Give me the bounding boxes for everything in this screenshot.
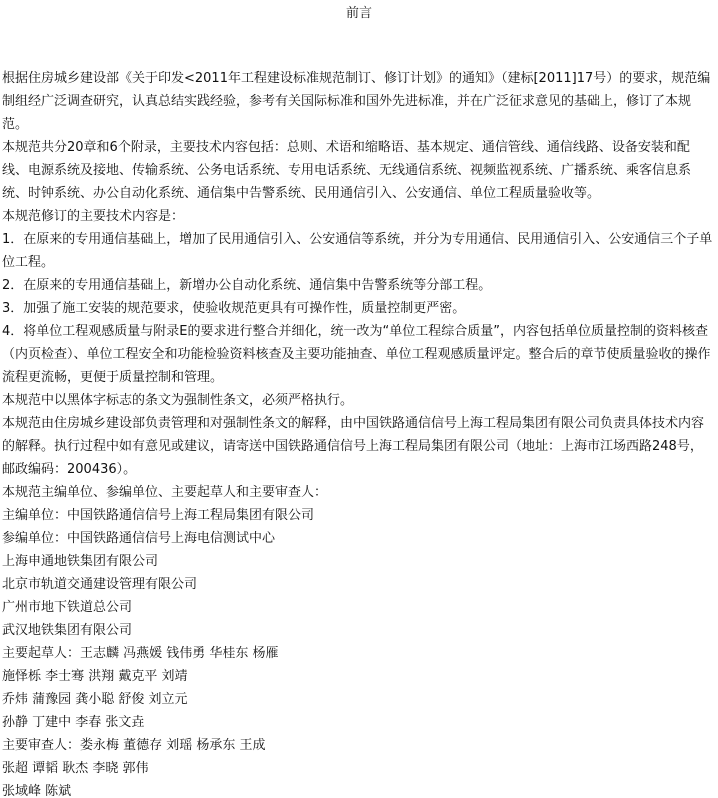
participating-unit-line: 上海申通地铁集团有限公司 — [2, 554, 159, 569]
paragraph-participants-intro: 本规范主编单位、参编单位、主要起草人和主要审查人： — [2, 485, 328, 500]
participating-unit-line: 北京市轨道交通建设管理有限公司 — [2, 577, 198, 592]
revision-item-1: 1．在原来的专用通信基础上，增加了民用通信引入、公安通信等系统，并分为专用通信、民用通信引入、公安通信三个子单位工程。 — [2, 232, 713, 270]
reviewers-line: 张超 谭韬 耿杰 李晓 郭伟 — [2, 761, 149, 776]
document-body — [2, 67, 714, 798]
drafters-line: 乔炜 蒲豫园 龚小聪 舒俊 刘立元 — [2, 692, 188, 707]
chief-unit: 主编单位：中国铁路通信信号上海工程局集团有限公司 — [2, 508, 315, 523]
participants-list — [2, 504, 714, 798]
reviewers-line: 张域峰 陈斌 — [2, 784, 72, 798]
reviewers-line: 主要审查人：娄永梅 董德存 刘瑶 杨承东 王成 — [2, 738, 266, 753]
paragraph-basis: 根据住房城乡建设部《关于印发<2011年工程建设标准规范制订、修订计划》的通知》（建标[2011]17号）的要求，规范编制组经广泛调查研究，认真总结实践经验，参考有关国际标准和国外先进标准，并在广泛征求意见的基础上，修订了本规范。 — [2, 71, 711, 132]
drafters-line: 施怿栎 李士骞 洪翔 戴克平 刘靖 — [2, 669, 188, 684]
participating-unit-line: 广州市地下铁道总公司 — [2, 600, 133, 615]
drafters-line: 孙静 丁建中 李春 张文垚 — [2, 715, 145, 730]
paragraph-management: 本规范由住房城乡建设部负责管理和对强制性条文的解释，由中国铁路通信信号上海工程局集团有限公司负责具体技术内容的解释。执行过程中如有意见或建议，请寄送中国铁路通信信号上海工程局集团有限公司（地址：上海市江场西路248号，邮政编码：200436）。 — [2, 416, 705, 477]
revision-item-4: 4．将单位工程观感质量与附录E的要求进行整合并细化，统一改为“单位工程综合质量”，内容包括单位质量控制的资料核查（内页检查）、单位工程安全和功能检验资料核查及主要功能抽查、单位工程观感质量评定。整合后的章节使质量验收的操作流程更流畅，更便于质量控制和管理。 — [2, 324, 711, 385]
participating-units: 参编单位：中国铁路通信信号上海电信测试中心 — [2, 531, 276, 546]
paragraph-mandatory: 本规范中以黑体字标志的条文为强制性条文，必须严格执行。 — [2, 393, 354, 408]
revision-item-2: 2．在原来的专用通信基础上，新增办公自动化系统、通信集中告警系统等分部工程。 — [2, 278, 492, 293]
paragraph-scope: 本规范共分20章和6个附录，主要技术内容包括：总则、术语和缩略语、基本规定、通信管线、通信线路、设备安装和配线、电源系统及接地、传输系统、公务电话系统、专用电话系统、无线通信系统、视频监视系统、广播系统、乘客信息系统、时钟系统、办公自动化系统、通信集中告警系统、民用通信引入、公安通信、单位工程质量验收等。 — [2, 140, 692, 201]
paragraph-revision-intro: 本规范修订的主要技术内容是： — [2, 209, 185, 224]
page-title: 前言 — [345, 6, 372, 21]
revision-item-3: 3．加强了施工安装的规范要求，使验收规范更具有可操作性，质量控制更严密。 — [2, 301, 466, 316]
drafters-line: 主要起草人：王志麟 冯燕媛 钱伟勇 华桂东 杨雁 — [2, 646, 279, 661]
participating-unit-line: 武汉地铁集团有限公司 — [2, 623, 133, 638]
